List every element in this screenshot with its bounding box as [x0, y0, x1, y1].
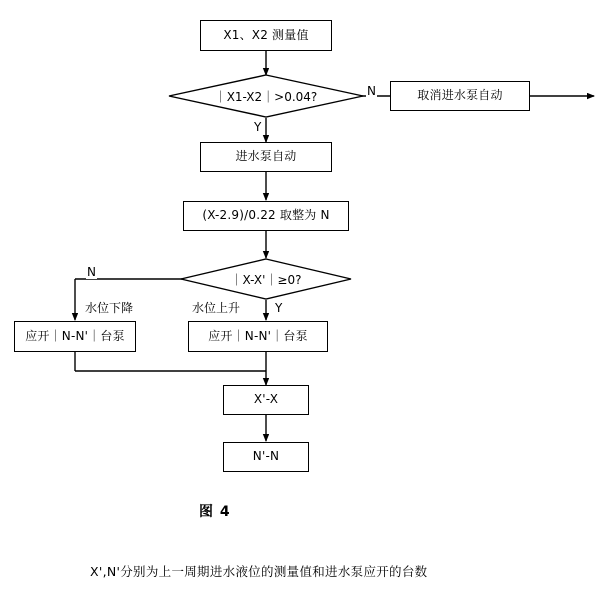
node-pump-auto: [200, 142, 332, 172]
figure-footnote: X',N'分别为上一周期进水液位的测量值和进水泵应开的台数: [90, 564, 428, 579]
edge-label-level-down: 水位下降: [85, 301, 134, 315]
node-start-label: X1、X2 测量值: [223, 27, 309, 42]
node-pump-auto-label: 进水泵自动: [235, 149, 297, 164]
node-open-left: [14, 321, 136, 352]
node-assign-n-label: N'-N: [252, 449, 280, 464]
node-start: [200, 20, 332, 51]
node-cancel-auto-label: 取消进水泵自动: [417, 88, 503, 103]
node-decision-1: [168, 74, 364, 118]
edge-label-decision1-yes: Y: [254, 120, 262, 134]
node-compute-n-label: (X-2.9)/0.22 取整为 N: [202, 208, 330, 223]
node-assign-n: [223, 442, 309, 472]
node-open-right-label: 应开｜N-N'｜台泵: [208, 328, 308, 343]
edge-label-level-up: 水位上升: [192, 301, 241, 315]
node-open-right: [188, 321, 328, 352]
edge-label-decision2-yes: Y: [275, 301, 283, 315]
node-assign-x: [223, 385, 309, 415]
node-decision-2-label: ｜X-X'｜≥0?: [230, 272, 302, 287]
node-decision-1-label: ｜X1-X2｜>0.04?: [214, 89, 318, 104]
node-assign-x-label: X'-X: [253, 392, 279, 407]
edge-label-decision2-no: N: [87, 265, 96, 279]
node-compute-n: [183, 201, 349, 231]
edge-label-decision1-no: N: [367, 84, 376, 98]
figure-caption: 图 4: [199, 504, 231, 520]
node-open-left-label: 应开｜N-N'｜台泵: [25, 328, 125, 343]
node-cancel-auto: [390, 81, 530, 111]
node-decision-2: [180, 258, 352, 300]
